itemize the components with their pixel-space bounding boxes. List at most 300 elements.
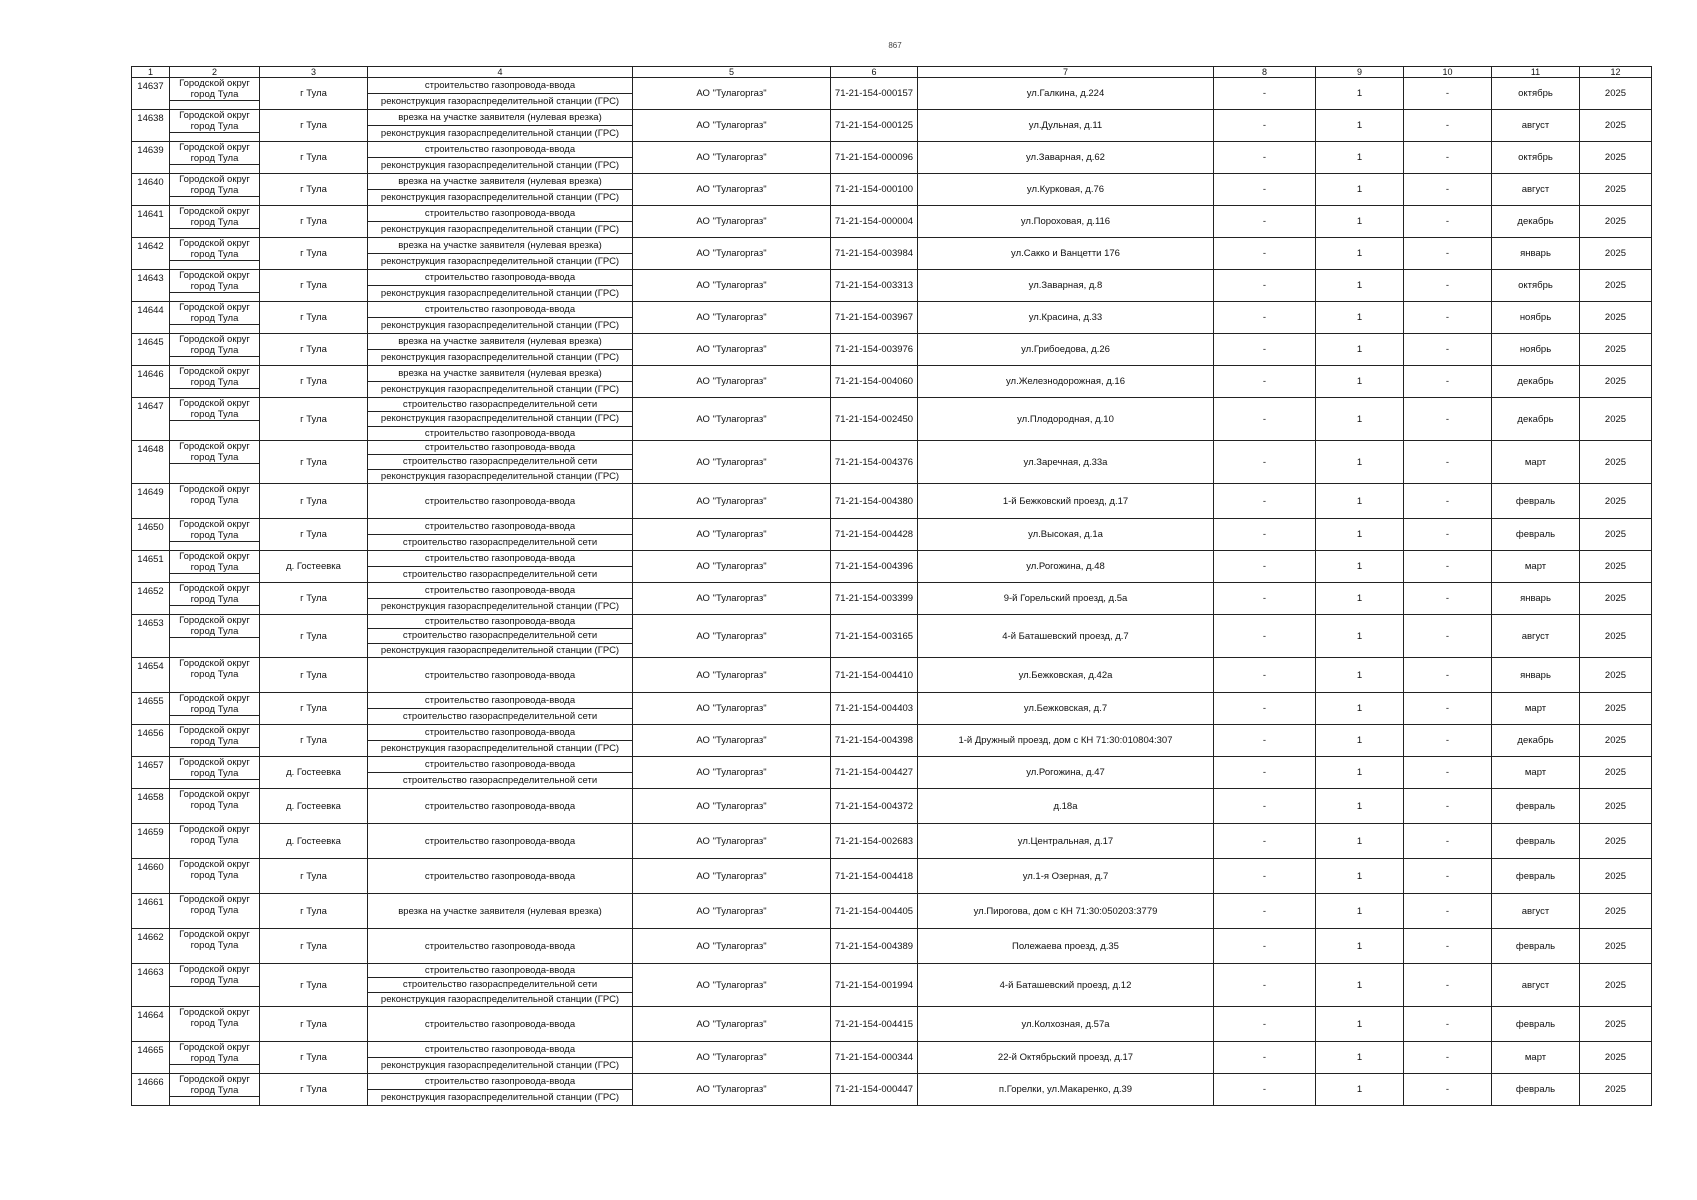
col8-value: - bbox=[1214, 894, 1316, 929]
territory-line: город Тула bbox=[170, 452, 259, 464]
month-value: ноябрь bbox=[1492, 302, 1580, 334]
row-number: 14661 bbox=[137, 897, 164, 908]
col9-value: 1 bbox=[1316, 441, 1404, 484]
locality-cell: г Тула bbox=[260, 484, 368, 519]
object-code-cell: 71-21-154-004398 bbox=[831, 725, 918, 757]
row-number-cell bbox=[132, 398, 170, 441]
address-cell: ул.Галкина, д.224 bbox=[918, 78, 1214, 110]
row-number: 14652 bbox=[137, 586, 164, 597]
row-number: 14654 bbox=[137, 661, 164, 672]
col10-value: - bbox=[1404, 693, 1492, 725]
work-type: строительство газопровода-ввода bbox=[368, 426, 632, 440]
address-cell: ул.Пирогова, дом с КН 71:30:050203:3779 bbox=[918, 894, 1214, 929]
object-code-cell: 71-21-154-004418 bbox=[831, 859, 918, 894]
row-number: 14645 bbox=[137, 337, 164, 348]
locality-cell: г Тула bbox=[260, 1042, 368, 1074]
year-value: 2025 bbox=[1580, 929, 1652, 964]
col10-value: - bbox=[1404, 658, 1492, 693]
works-cell bbox=[368, 334, 633, 366]
col8-value: - bbox=[1214, 142, 1316, 174]
territory-cell bbox=[170, 615, 260, 658]
row-number: 14655 bbox=[137, 696, 164, 707]
col9-value: 1 bbox=[1316, 366, 1404, 398]
works-cell bbox=[368, 441, 633, 484]
work-type: реконструкция газораспределительной станции (ГРС) bbox=[368, 157, 632, 173]
territory-cell bbox=[170, 484, 260, 519]
col8-value: - bbox=[1214, 484, 1316, 519]
year-value: 2025 bbox=[1580, 859, 1652, 894]
col9-value: 1 bbox=[1316, 519, 1404, 551]
year-value: 2025 bbox=[1580, 174, 1652, 206]
col8-value: - bbox=[1214, 757, 1316, 789]
col8-value: - bbox=[1214, 1074, 1316, 1106]
works-list bbox=[368, 824, 632, 858]
row-number-cell bbox=[132, 1074, 170, 1106]
col10-value: - bbox=[1404, 441, 1492, 484]
month-value: август bbox=[1492, 964, 1580, 1007]
table-row bbox=[132, 725, 1652, 757]
locality-cell: г Тула bbox=[260, 1074, 368, 1106]
row-number: 14644 bbox=[137, 305, 164, 316]
row-number-cell bbox=[132, 725, 170, 757]
territory-cell bbox=[170, 824, 260, 859]
work-type: строительство газопровода-ввода bbox=[424, 669, 576, 681]
column-header: 7 bbox=[918, 67, 1214, 78]
territory-line: Городской округ bbox=[179, 757, 250, 768]
col8-value: - bbox=[1214, 441, 1316, 484]
col10-value: - bbox=[1404, 894, 1492, 929]
table-row bbox=[132, 174, 1652, 206]
locality-cell: г Тула bbox=[260, 615, 368, 658]
organization-cell: АО "Тулагоргаз" bbox=[633, 334, 831, 366]
row-number: 14640 bbox=[137, 177, 164, 188]
row-number: 14646 bbox=[137, 369, 164, 380]
col8-value: - bbox=[1214, 583, 1316, 615]
organization-cell: АО "Тулагоргаз" bbox=[633, 110, 831, 142]
work-type: врезка на участке заявителя (нулевая врезка) bbox=[398, 368, 602, 379]
territory-cell bbox=[170, 142, 260, 174]
works-list bbox=[368, 757, 632, 788]
work-type: врезка на участке заявителя (нулевая врезка) bbox=[398, 336, 602, 347]
work-type: строительство газопровода-ввода bbox=[424, 870, 576, 882]
territory-line: город Тула bbox=[190, 1018, 239, 1029]
works-list bbox=[368, 484, 632, 518]
year-value: 2025 bbox=[1580, 302, 1652, 334]
object-code-cell: 71-21-154-001994 bbox=[831, 964, 918, 1007]
table-row bbox=[132, 441, 1652, 484]
row-number-cell bbox=[132, 789, 170, 824]
table-row bbox=[132, 658, 1652, 693]
locality-cell: г Тула bbox=[260, 270, 368, 302]
year-value: 2025 bbox=[1580, 366, 1652, 398]
territory-line: город Тула bbox=[170, 345, 259, 357]
locality-cell: г Тула bbox=[260, 302, 368, 334]
work-type: строительство газопровода-ввода bbox=[424, 695, 576, 706]
locality-cell: г Тула bbox=[260, 1007, 368, 1042]
work-type: строительство газораспределительной сети bbox=[402, 399, 598, 411]
col9-value: 1 bbox=[1316, 270, 1404, 302]
address-cell: ул.Заречная, д.33а bbox=[918, 441, 1214, 484]
work-type: строительство газораспределительной сети bbox=[368, 977, 632, 991]
column-header: 9 bbox=[1316, 67, 1404, 78]
col9-value: 1 bbox=[1316, 964, 1404, 1007]
col9-value: 1 bbox=[1316, 238, 1404, 270]
row-number-cell bbox=[132, 1042, 170, 1074]
row-number-cell bbox=[132, 302, 170, 334]
row-number: 14663 bbox=[137, 967, 164, 978]
territory-line: Городской округ bbox=[179, 142, 250, 153]
works-list bbox=[368, 142, 632, 173]
territory-line: город Тула bbox=[170, 249, 259, 261]
col10-value: - bbox=[1404, 929, 1492, 964]
work-type: реконструкция газораспределительной станции (ГРС) bbox=[368, 253, 632, 269]
organization-cell: АО "Тулагоргаз" bbox=[633, 824, 831, 859]
works-list bbox=[368, 366, 632, 397]
row-number: 14662 bbox=[137, 932, 164, 943]
year-value: 2025 bbox=[1580, 725, 1652, 757]
organization-cell: АО "Тулагоргаз" bbox=[633, 757, 831, 789]
address-cell: ул.Высокая, д.1а bbox=[918, 519, 1214, 551]
year-value: 2025 bbox=[1580, 110, 1652, 142]
col10-value: - bbox=[1404, 206, 1492, 238]
territory-line: город Тула bbox=[190, 835, 239, 846]
territory-line: Городской округ bbox=[179, 398, 250, 409]
col10-value: - bbox=[1404, 551, 1492, 583]
year-value: 2025 bbox=[1580, 484, 1652, 519]
year-value: 2025 bbox=[1580, 1074, 1652, 1106]
address-cell: ул.Рогожина, д.47 bbox=[918, 757, 1214, 789]
territory-line: город Тула bbox=[170, 768, 259, 780]
object-code-cell: 71-21-154-004376 bbox=[831, 441, 918, 484]
work-type: строительство газопровода-ввода bbox=[424, 144, 576, 155]
locality-cell: г Тула bbox=[260, 441, 368, 484]
row-number-cell bbox=[132, 484, 170, 519]
table-row bbox=[132, 757, 1652, 789]
row-number-cell bbox=[132, 78, 170, 110]
work-type: реконструкция газораспределительной станции (ГРС) bbox=[368, 381, 632, 397]
col10-value: - bbox=[1404, 964, 1492, 1007]
row-number: 14658 bbox=[137, 792, 164, 803]
col10-value: - bbox=[1404, 615, 1492, 658]
work-type: строительство газопровода-ввода bbox=[424, 1018, 576, 1030]
column-header: 3 bbox=[260, 67, 368, 78]
organization-cell: АО "Тулагоргаз" bbox=[633, 894, 831, 929]
works-list bbox=[368, 238, 632, 269]
col9-value: 1 bbox=[1316, 757, 1404, 789]
month-value: декабрь bbox=[1492, 366, 1580, 398]
territory-cell bbox=[170, 302, 260, 334]
row-number: 14637 bbox=[137, 81, 164, 92]
work-type: реконструкция газораспределительной станции (ГРС) bbox=[368, 349, 632, 365]
month-value: февраль bbox=[1492, 484, 1580, 519]
works-cell bbox=[368, 519, 633, 551]
row-number-cell bbox=[132, 757, 170, 789]
work-type: строительство газопровода-ввода bbox=[424, 616, 576, 628]
object-code-cell: 71-21-154-004372 bbox=[831, 789, 918, 824]
table-row bbox=[132, 789, 1652, 824]
territory-line: Городской округ bbox=[179, 1074, 250, 1085]
object-code-cell: 71-21-154-004380 bbox=[831, 484, 918, 519]
address-cell: 4-й Баташевский проезд, д.12 bbox=[918, 964, 1214, 1007]
works-list bbox=[368, 441, 632, 483]
work-type: реконструкция газораспределительной станции (ГРС) bbox=[368, 1057, 632, 1073]
territory-line: Городской округ bbox=[179, 658, 250, 669]
col9-value: 1 bbox=[1316, 929, 1404, 964]
col9-value: 1 bbox=[1316, 725, 1404, 757]
work-type: реконструкция газораспределительной станции (ГРС) bbox=[368, 992, 632, 1006]
territory-line: Городской округ bbox=[179, 824, 250, 835]
month-value: август bbox=[1492, 174, 1580, 206]
col10-value: - bbox=[1404, 519, 1492, 551]
col9-value: 1 bbox=[1316, 551, 1404, 583]
locality-cell: г Тула bbox=[260, 519, 368, 551]
territory-line: Городской округ bbox=[179, 302, 250, 313]
territory-line: Городской округ bbox=[179, 929, 250, 940]
col9-value: 1 bbox=[1316, 142, 1404, 174]
territory-line: город Тула bbox=[190, 905, 239, 916]
row-number-cell bbox=[132, 929, 170, 964]
organization-cell: АО "Тулагоргаз" bbox=[633, 693, 831, 725]
locality-cell: г Тула bbox=[260, 859, 368, 894]
col8-value: - bbox=[1214, 366, 1316, 398]
col8-value: - bbox=[1214, 302, 1316, 334]
work-type: реконструкция газораспределительной станции (ГРС) bbox=[368, 285, 632, 301]
organization-cell: АО "Тулагоргаз" bbox=[633, 441, 831, 484]
month-value: октябрь bbox=[1492, 78, 1580, 110]
col10-value: - bbox=[1404, 725, 1492, 757]
address-cell: 22-й Октябрьский проезд, д.17 bbox=[918, 1042, 1214, 1074]
work-type: строительство газопровода-ввода bbox=[424, 1076, 576, 1087]
territory-cell bbox=[170, 894, 260, 929]
works-list bbox=[368, 789, 632, 823]
territory-line: Городской округ bbox=[179, 1007, 250, 1018]
month-value: февраль bbox=[1492, 1074, 1580, 1106]
territory-line: Городской округ bbox=[179, 693, 250, 704]
organization-cell: АО "Тулагоргаз" bbox=[633, 270, 831, 302]
row-number-cell bbox=[132, 824, 170, 859]
territory-line: Городской округ bbox=[179, 110, 250, 121]
object-code-cell: 71-21-154-003165 bbox=[831, 615, 918, 658]
col8-value: - bbox=[1214, 270, 1316, 302]
col9-value: 1 bbox=[1316, 894, 1404, 929]
territory-line: Городской округ bbox=[179, 334, 250, 345]
object-code-cell: 71-21-154-004403 bbox=[831, 693, 918, 725]
works-cell bbox=[368, 270, 633, 302]
locality-cell: г Тула bbox=[260, 929, 368, 964]
object-code-cell: 71-21-154-003976 bbox=[831, 334, 918, 366]
territory-line: Городской округ bbox=[179, 366, 250, 377]
month-value: декабрь bbox=[1492, 398, 1580, 441]
works-list bbox=[368, 583, 632, 614]
territory-line: город Тула bbox=[170, 975, 259, 987]
year-value: 2025 bbox=[1580, 894, 1652, 929]
works-list bbox=[368, 1074, 632, 1105]
table-row bbox=[132, 270, 1652, 302]
table-row bbox=[132, 693, 1652, 725]
territory-line: город Тула bbox=[170, 1053, 259, 1065]
works-cell bbox=[368, 964, 633, 1007]
organization-cell: АО "Тулагоргаз" bbox=[633, 551, 831, 583]
year-value: 2025 bbox=[1580, 1042, 1652, 1074]
works-list bbox=[368, 302, 632, 333]
organization-cell: АО "Тулагоргаз" bbox=[633, 78, 831, 110]
table-row bbox=[132, 238, 1652, 270]
table-row bbox=[132, 334, 1652, 366]
col8-value: - bbox=[1214, 658, 1316, 693]
works-cell bbox=[368, 859, 633, 894]
table-row bbox=[132, 894, 1652, 929]
work-type: строительство газопровода-ввода bbox=[424, 442, 576, 454]
organization-cell: АО "Тулагоргаз" bbox=[633, 398, 831, 441]
row-number-cell bbox=[132, 441, 170, 484]
address-cell: ул.Рогожина, д.48 bbox=[918, 551, 1214, 583]
address-cell: ул.1-я Озерная, д.7 bbox=[918, 859, 1214, 894]
address-cell: Полежаева проезд, д.35 bbox=[918, 929, 1214, 964]
work-type: строительство газопровода-ввода bbox=[424, 759, 576, 770]
works-cell bbox=[368, 824, 633, 859]
works-cell bbox=[368, 551, 633, 583]
month-value: октябрь bbox=[1492, 142, 1580, 174]
territory-line: город Тула bbox=[170, 409, 259, 421]
work-type: строительство газораспределительной сети bbox=[368, 708, 632, 724]
col8-value: - bbox=[1214, 789, 1316, 824]
table-row bbox=[132, 110, 1652, 142]
territory-cell bbox=[170, 519, 260, 551]
address-cell: ул.Курковая, д.76 bbox=[918, 174, 1214, 206]
row-number: 14649 bbox=[137, 487, 164, 498]
locality-cell: г Тула bbox=[260, 238, 368, 270]
territory-line: город Тула bbox=[170, 153, 259, 165]
work-type: реконструкция газораспределительной станции (ГРС) bbox=[368, 740, 632, 756]
works-cell bbox=[368, 302, 633, 334]
month-value: октябрь bbox=[1492, 270, 1580, 302]
col10-value: - bbox=[1404, 398, 1492, 441]
works-cell bbox=[368, 1042, 633, 1074]
row-number: 14664 bbox=[137, 1010, 164, 1021]
territory-line: Городской округ bbox=[179, 519, 250, 530]
col10-value: - bbox=[1404, 270, 1492, 302]
locality-cell: д. Гостеевка bbox=[260, 789, 368, 824]
row-number: 14656 bbox=[137, 728, 164, 739]
object-code-cell: 71-21-154-000344 bbox=[831, 1042, 918, 1074]
col10-value: - bbox=[1404, 302, 1492, 334]
territory-cell bbox=[170, 238, 260, 270]
work-type: строительство газораспределительной сети bbox=[368, 454, 632, 468]
year-value: 2025 bbox=[1580, 615, 1652, 658]
territory-line: Городской округ bbox=[179, 484, 250, 495]
col10-value: - bbox=[1404, 110, 1492, 142]
works-cell bbox=[368, 110, 633, 142]
col8-value: - bbox=[1214, 1007, 1316, 1042]
object-code-cell: 71-21-154-000125 bbox=[831, 110, 918, 142]
work-type: реконструкция газораспределительной станции (ГРС) bbox=[368, 598, 632, 614]
territory-cell bbox=[170, 398, 260, 441]
territory-cell bbox=[170, 441, 260, 484]
locality-cell: г Тула bbox=[260, 964, 368, 1007]
territory-line: Городской округ bbox=[179, 270, 250, 281]
works-cell bbox=[368, 1007, 633, 1042]
locality-cell: г Тула bbox=[260, 725, 368, 757]
territory-line: город Тула bbox=[170, 377, 259, 389]
year-value: 2025 bbox=[1580, 824, 1652, 859]
row-number-cell bbox=[132, 693, 170, 725]
month-value: март bbox=[1492, 551, 1580, 583]
month-value: февраль bbox=[1492, 789, 1580, 824]
col8-value: - bbox=[1214, 1042, 1316, 1074]
works-cell bbox=[368, 78, 633, 110]
territory-cell bbox=[170, 693, 260, 725]
address-cell: ул.Бежковская, д.42а bbox=[918, 658, 1214, 693]
month-value: декабрь bbox=[1492, 206, 1580, 238]
work-type: строительство газопровода-ввода bbox=[424, 553, 576, 564]
row-number: 14638 bbox=[137, 113, 164, 124]
address-cell: ул.Заварная, д.8 bbox=[918, 270, 1214, 302]
col10-value: - bbox=[1404, 859, 1492, 894]
territory-cell bbox=[170, 583, 260, 615]
locality-cell: д. Гостеевка bbox=[260, 824, 368, 859]
col8-value: - bbox=[1214, 519, 1316, 551]
work-type: реконструкция газораспределительной станции (ГРС) bbox=[368, 411, 632, 425]
col8-value: - bbox=[1214, 725, 1316, 757]
col10-value: - bbox=[1404, 757, 1492, 789]
table-row bbox=[132, 824, 1652, 859]
year-value: 2025 bbox=[1580, 334, 1652, 366]
territory-cell bbox=[170, 1042, 260, 1074]
address-cell: ул.Плодородная, д.10 bbox=[918, 398, 1214, 441]
territory-line: город Тула bbox=[170, 736, 259, 748]
col9-value: 1 bbox=[1316, 789, 1404, 824]
object-code-cell: 71-21-154-002450 bbox=[831, 398, 918, 441]
territory-line: город Тула bbox=[170, 626, 259, 638]
year-value: 2025 bbox=[1580, 757, 1652, 789]
col8-value: - bbox=[1214, 174, 1316, 206]
address-cell: ул.Заварная, д.62 bbox=[918, 142, 1214, 174]
locality-cell: г Тула bbox=[260, 693, 368, 725]
locality-cell: д. Гостеевка bbox=[260, 757, 368, 789]
year-value: 2025 bbox=[1580, 519, 1652, 551]
table-row bbox=[132, 78, 1652, 110]
work-type: строительство газопровода-ввода bbox=[424, 727, 576, 738]
address-cell: ул.Колхозная, д.57а bbox=[918, 1007, 1214, 1042]
territory-cell bbox=[170, 964, 260, 1007]
work-type: врезка на участке заявителя (нулевая врезка) bbox=[398, 905, 602, 917]
month-value: март bbox=[1492, 1042, 1580, 1074]
col9-value: 1 bbox=[1316, 334, 1404, 366]
table-row bbox=[132, 398, 1652, 441]
work-type: строительство газопровода-ввода bbox=[424, 965, 576, 977]
object-code-cell: 71-21-154-003399 bbox=[831, 583, 918, 615]
col8-value: - bbox=[1214, 824, 1316, 859]
col8-value: - bbox=[1214, 398, 1316, 441]
year-value: 2025 bbox=[1580, 1007, 1652, 1042]
row-number-cell bbox=[132, 551, 170, 583]
territory-line: Городской округ bbox=[179, 206, 250, 217]
work-type: врезка на участке заявителя (нулевая врезка) bbox=[398, 112, 602, 123]
col10-value: - bbox=[1404, 334, 1492, 366]
row-number-cell bbox=[132, 964, 170, 1007]
works-list bbox=[368, 894, 632, 928]
row-number: 14642 bbox=[137, 241, 164, 252]
works-cell bbox=[368, 206, 633, 238]
works-list bbox=[368, 964, 632, 1006]
col9-value: 1 bbox=[1316, 583, 1404, 615]
work-type: строительство газопровода-ввода bbox=[424, 80, 576, 91]
year-value: 2025 bbox=[1580, 142, 1652, 174]
territory-cell bbox=[170, 789, 260, 824]
address-cell: 9-й Горельский проезд, д.5а bbox=[918, 583, 1214, 615]
col9-value: 1 bbox=[1316, 302, 1404, 334]
col10-value: - bbox=[1404, 1007, 1492, 1042]
